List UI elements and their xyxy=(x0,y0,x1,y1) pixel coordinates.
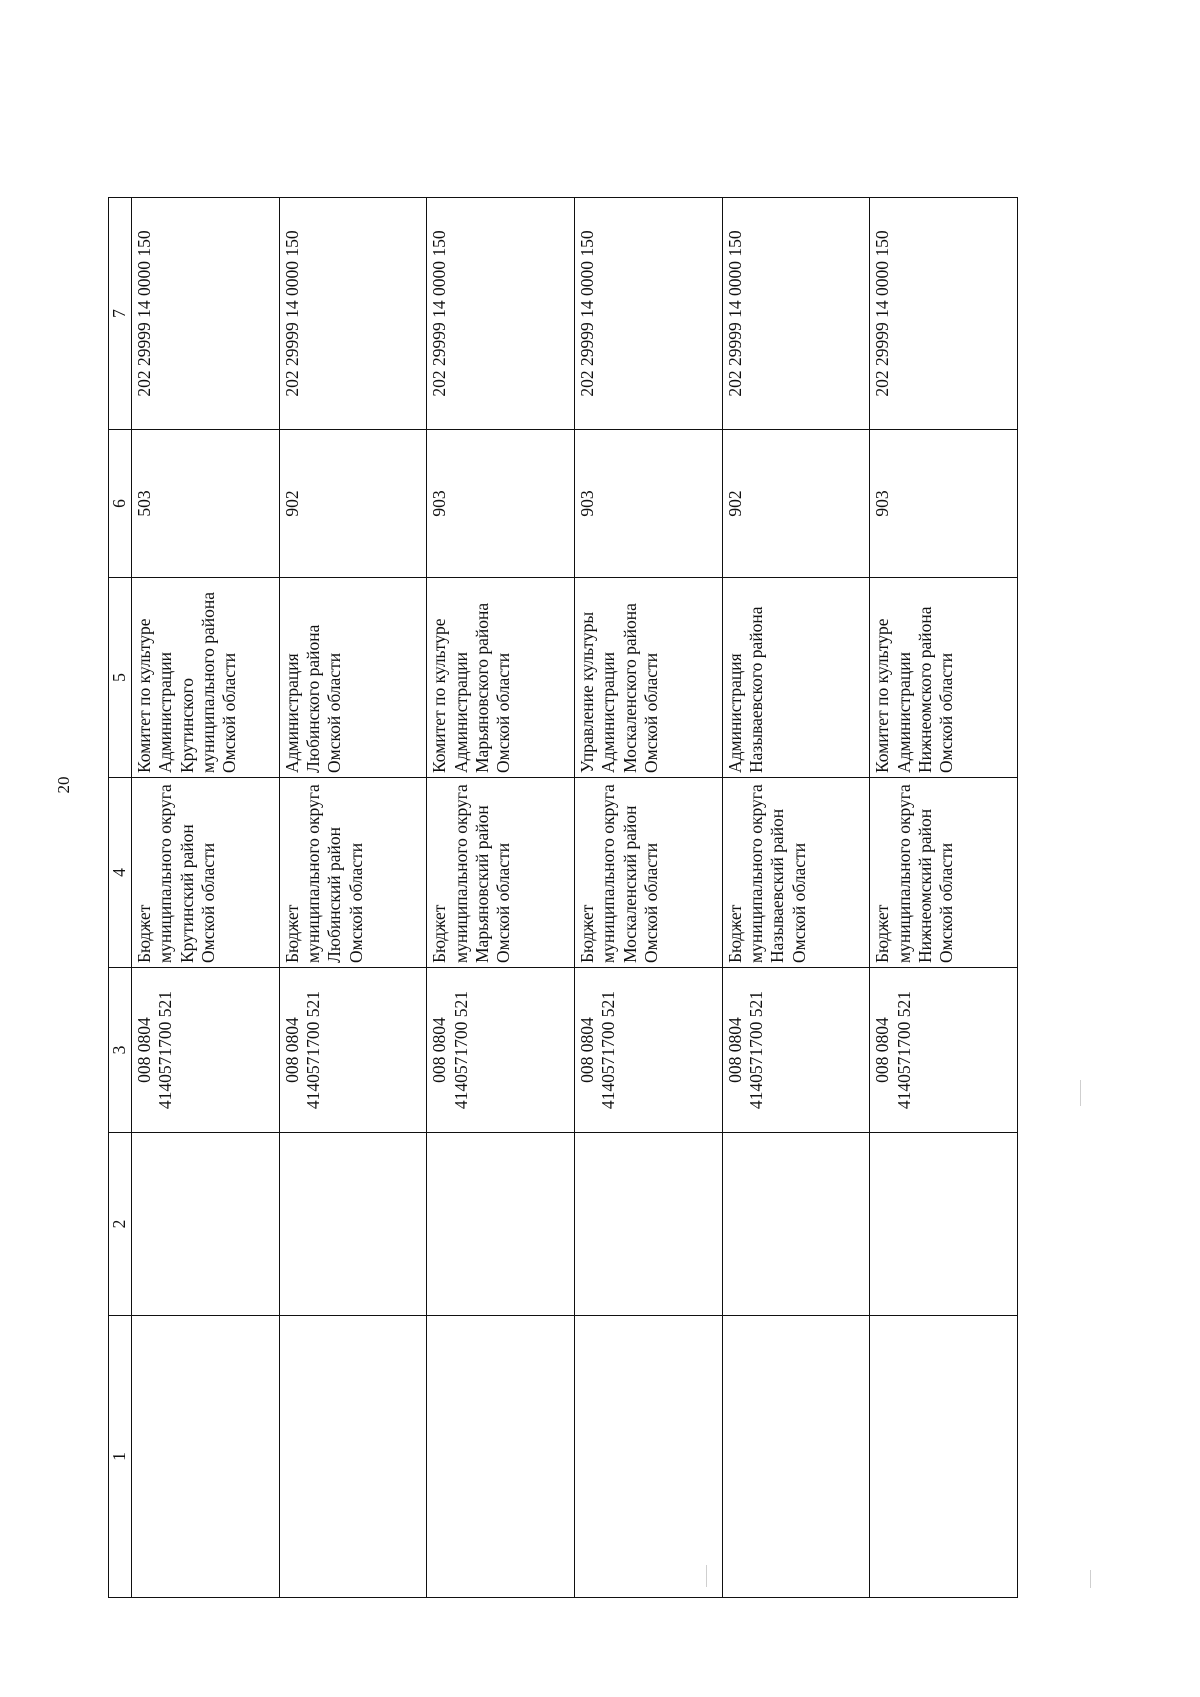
cell-col1 xyxy=(279,1316,427,1598)
cell-col2 xyxy=(722,1133,870,1316)
cell-col2 xyxy=(279,1133,427,1316)
cell-administrator: Комитет по культуре Администрации Марьяновского района Омской области xyxy=(427,578,575,778)
cell-budget: Бюджет муниципального округа Москаленский район Омской области xyxy=(574,778,722,968)
table-row xyxy=(427,198,575,1598)
cell-budget: Бюджет муниципального округа Крутинский район Омской области xyxy=(132,778,280,968)
cell-administrator: Администрация Любинского района Омской области xyxy=(279,578,427,778)
cell-col1 xyxy=(722,1316,870,1598)
cell-budget: Бюджет муниципального округа Называевский район Омской области xyxy=(722,778,870,968)
cell-col1 xyxy=(427,1316,575,1598)
cell-col1 xyxy=(574,1316,722,1598)
budget-table xyxy=(108,197,1018,1598)
table-row xyxy=(279,198,427,1598)
cell-administrator: Управление культуры Администрации Москаленского района Омской области xyxy=(574,578,722,778)
cell-budget: Бюджет муниципального округа Любинский район Омской области xyxy=(279,778,427,968)
column-number: 5 xyxy=(109,578,132,778)
scan-speck xyxy=(1080,1080,1081,1106)
cell-col2 xyxy=(870,1133,1018,1316)
scan-speck xyxy=(1090,1570,1091,1588)
cell-code: 008 0804 4140571700 521 xyxy=(574,968,722,1133)
cell-admin-code: 903 xyxy=(574,430,722,578)
column-number: 7 xyxy=(109,198,132,430)
column-number: 2 xyxy=(109,1133,132,1316)
cell-col1 xyxy=(132,1316,280,1598)
cell-code: 008 0804 4140571700 521 xyxy=(132,968,280,1133)
cell-revenue-code: 202 29999 14 0000 150 xyxy=(427,198,575,430)
table-row xyxy=(574,198,722,1598)
cell-budget: Бюджет муниципального округа Нижнеомский район Омской области xyxy=(870,778,1018,968)
cell-revenue-code: 202 29999 14 0000 150 xyxy=(279,198,427,430)
column-number: 1 xyxy=(109,1316,132,1598)
cell-code: 008 0804 4140571700 521 xyxy=(722,968,870,1133)
cell-administrator: Администрация Называевского района xyxy=(722,578,870,778)
cell-administrator: Комитет по культуре Администрации Нижнеомского района Омской области xyxy=(870,578,1018,778)
cell-budget: Бюджет муниципального округа Марьяновский район Омской области xyxy=(427,778,575,968)
column-number: 3 xyxy=(109,968,132,1133)
cell-admin-code: 903 xyxy=(427,430,575,578)
cell-col2 xyxy=(427,1133,575,1316)
cell-revenue-code: 202 29999 14 0000 150 xyxy=(870,198,1018,430)
cell-col2 xyxy=(574,1133,722,1316)
cell-admin-code: 903 xyxy=(870,430,1018,578)
cell-revenue-code: 202 29999 14 0000 150 xyxy=(574,198,722,430)
rotated-table-container xyxy=(108,198,1018,1598)
page-number: 20 xyxy=(54,776,73,794)
table-row xyxy=(870,198,1018,1598)
cell-admin-code: 503 xyxy=(132,430,280,578)
scan-speck xyxy=(706,1565,707,1587)
column-number: 6 xyxy=(109,430,132,578)
table-row xyxy=(722,198,870,1598)
cell-revenue-code: 202 29999 14 0000 150 xyxy=(132,198,280,430)
column-number-row xyxy=(109,198,132,1598)
cell-admin-code: 902 xyxy=(279,430,427,578)
cell-code: 008 0804 4140571700 521 xyxy=(279,968,427,1133)
cell-code: 008 0804 4140571700 521 xyxy=(870,968,1018,1133)
cell-code: 008 0804 4140571700 521 xyxy=(427,968,575,1133)
cell-admin-code: 902 xyxy=(722,430,870,578)
cell-administrator: Комитет по культуре Администрации Крутинского муниципального района Омской области xyxy=(132,578,280,778)
table-row xyxy=(132,198,280,1598)
column-number: 4 xyxy=(109,778,132,968)
cell-col1 xyxy=(870,1316,1018,1598)
cell-col2 xyxy=(132,1133,280,1316)
cell-revenue-code: 202 29999 14 0000 150 xyxy=(722,198,870,430)
